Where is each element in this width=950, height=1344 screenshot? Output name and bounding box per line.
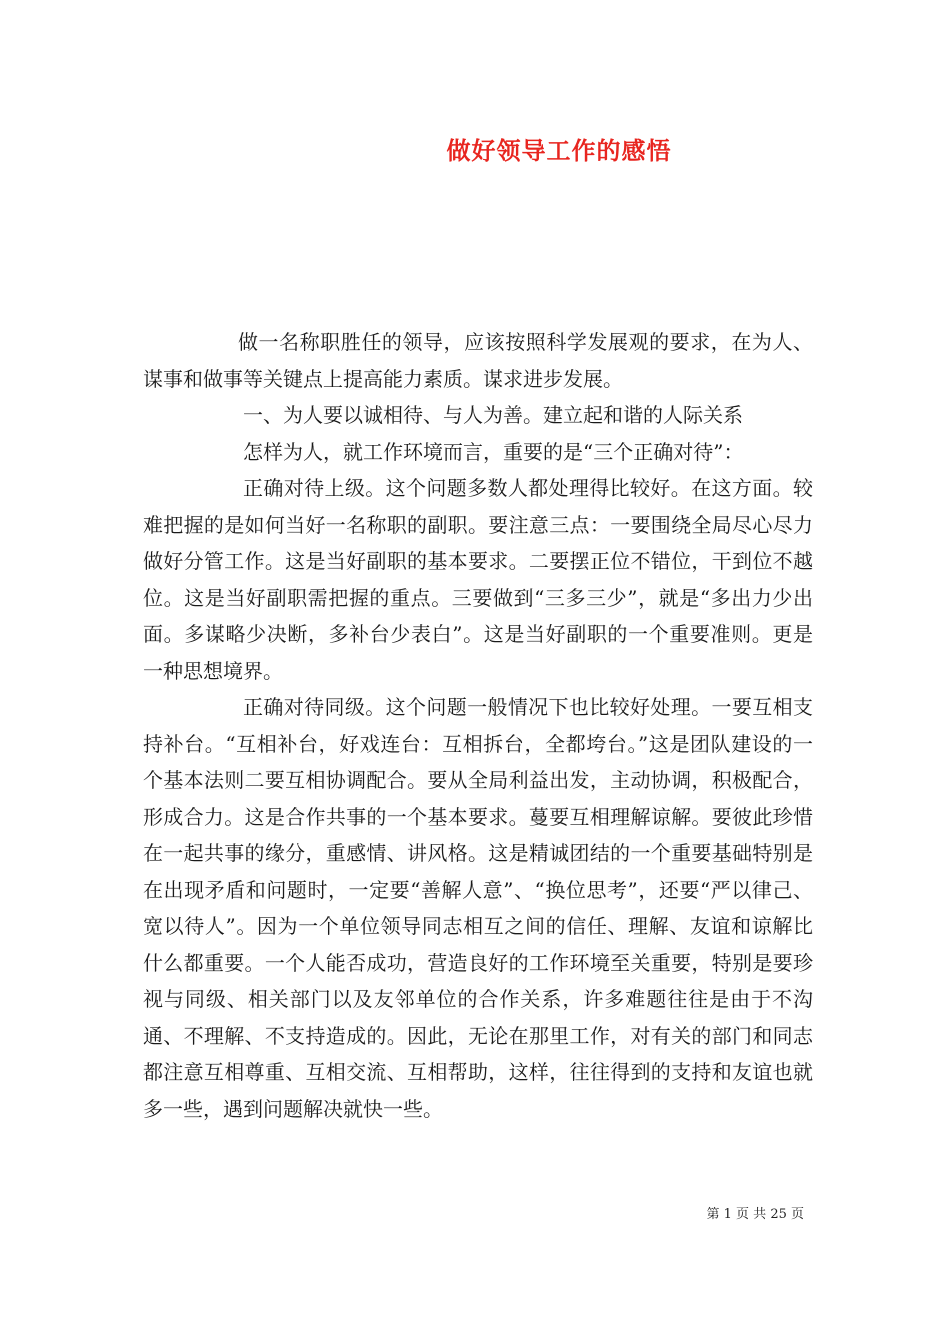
paragraph-superiors: 正确对待上级。这个问题多数人都处理得比较好。在这方面。较难把握的是如何当好一名称职的副职。要注意三点：一要围绕全局尽心尽力做好分管工作。这是当好副职的基本要求。二要摆正位不错位，干到位不越位。这是当好副职需把握的重点。三要做到“三多三少”，就是“多出力少出面。多谋略少决断，多补台少表白”。这是当好副职的一个重要准则。更是一种思想境界。 — [143, 476, 813, 683]
document-title: 做好领导工作的感悟 — [446, 136, 672, 165]
paragraph-how-to-be: 怎样为人，就工作环境而言，重要的是“三个正确对待”： — [243, 439, 744, 464]
paragraph-intro: 做一名称职胜任的领导，应该按照科学发展观的要求，在为人、谋事和做事等关键点上提高能力素质。谋求进步发展。 — [143, 330, 813, 391]
page-number: 第 1 页 共 25 页 — [706, 1207, 804, 1222]
paragraph-peers: 正确对待同级。这个问题一般情况下也比较好处理。一要互相支持补台。“互相补台，好戏连台：互相拆台，全都垮台。”这是团队建设的一个基本法则二要互相协调配合。要从全局利益出发，主动协调，积极配合，形成合力。这是合作共事的一个基本要求。蔓要互相理解谅解。要彼此珍惜在一起共事的缘分，重感情、讲风格。这是精诚团结的一个重要基础特别是在出现矛盾和问题时，一定要“善解人意”、“换位思考”，还要“严以律己、宽以待人”。因为一个单位领导同志相互之间的信任、理解、友谊和谅解比什么都重要。一个人能否成功，营造良好的工作环境至关重要，特别是要珍视与同级、相关部门以及友邻单位的合作关系，许多难题往往是由于不沟通、不理解、不支持造成的。因此，无论在那里工作，对有关的部门和同志都注意互相尊重、互相交流、互相帮助，这样，往往得到的支持和友谊也就多一些，遇到问题解决就快一些。 — [143, 695, 813, 1121]
section-heading-1: 一、为人要以诚相待、与人为善。建立起和谐的人际关系 — [243, 403, 743, 427]
document-body — [143, 324, 813, 1127]
